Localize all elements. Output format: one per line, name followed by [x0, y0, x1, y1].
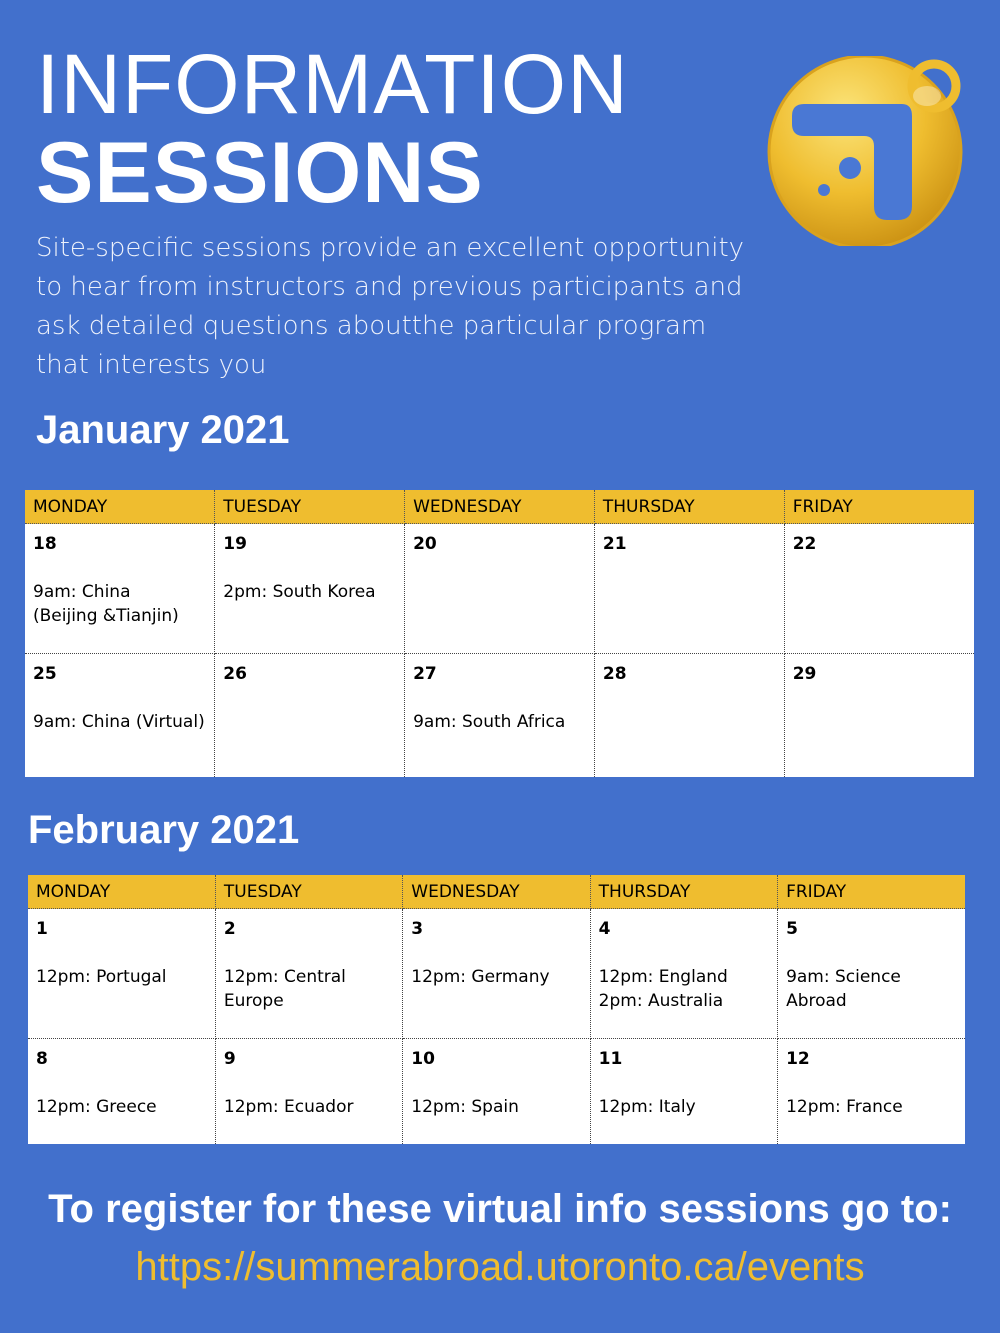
feb-header-monday: MONDAY [28, 875, 215, 909]
event-text: 12pm: Central Europe [223, 967, 346, 1011]
calendar-cell [403, 1039, 590, 1144]
event-text: 12pm: Greece [36, 1097, 157, 1117]
event-text: 12pm: France [786, 1097, 903, 1117]
february-title: February 2021 [28, 808, 300, 852]
day-number: 25 [33, 664, 57, 684]
calendar-cell [215, 909, 402, 1039]
january-calendar [25, 490, 974, 777]
calendar-cell [28, 909, 215, 1039]
jan-header-friday: FRIDAY [784, 490, 974, 524]
calendar-cell [28, 1039, 215, 1144]
calendar-cell [778, 1039, 965, 1144]
february-calendar [28, 875, 965, 1144]
calendar-cell [25, 524, 215, 654]
calendar-cell [590, 1039, 777, 1144]
day-number: 18 [33, 534, 57, 554]
event-text: 12pm: Ecuador [223, 1097, 354, 1117]
event-text: 9am: China (Beijing &Tianjin) [33, 582, 179, 626]
day-number: 5 [786, 919, 798, 939]
jan-header-wednesday: WEDNESDAY [405, 490, 595, 524]
intro-text: Site-specific sessions provide an excellent opportunity to hear from instructors and previous participants and ask detailed questions aboutthe particular program that interests you [36, 233, 745, 380]
globe-corner-logo-icon [762, 56, 972, 246]
day-number: 4 [598, 919, 611, 939]
day-number: 20 [413, 534, 437, 554]
feb-header-friday: FRIDAY [778, 875, 965, 909]
title-line-1: INFORMATION [36, 37, 629, 131]
event-text: 12pm: Portugal [36, 967, 167, 987]
calendar-cell [405, 654, 595, 777]
calendar-cell [594, 654, 784, 777]
calendar-cell [784, 654, 974, 777]
day-number: 12 [786, 1049, 810, 1069]
register-text: To register for these virtual info sessions go to: [48, 1187, 952, 1231]
calendar-cell [594, 524, 784, 654]
feb-header-wednesday: WEDNESDAY [403, 875, 590, 909]
event-text: 9am: South Africa [413, 712, 566, 732]
day-number: 9 [223, 1049, 236, 1069]
feb-week-1 [28, 909, 965, 1039]
day-number: 10 [411, 1049, 435, 1069]
event-text: 12pm: Germany [411, 967, 550, 987]
day-number: 21 [602, 534, 627, 554]
day-number: 28 [602, 664, 627, 684]
event-text: 9am: China (Virtual) [33, 712, 205, 732]
register-link[interactable]: https://summerabroad.utoronto.ca/events [135, 1245, 865, 1289]
day-number: 19 [223, 534, 247, 554]
title-line-2: SESSIONS [36, 125, 484, 221]
feb-week-2 [28, 1039, 965, 1144]
day-number: 3 [411, 919, 424, 939]
event-text: 9am: Science Abroad [786, 967, 901, 1011]
calendar-cell [784, 524, 974, 654]
feb-header-thursday: THURSDAY [590, 875, 777, 909]
event-text: 12pm: Spain [411, 1097, 519, 1117]
calendar-cell [405, 524, 595, 654]
day-number: 26 [223, 664, 247, 684]
jan-week-1 [25, 524, 974, 654]
jan-header-thursday: THURSDAY [594, 490, 784, 524]
day-number: 22 [792, 534, 817, 554]
jan-week-2 [25, 654, 974, 777]
jan-header-tuesday: TUESDAY [215, 490, 405, 524]
event-text: 12pm: England 2pm: Australia [598, 967, 728, 1011]
calendar-cell [215, 524, 405, 654]
event-text: 12pm: Italy [598, 1097, 696, 1117]
january-title: January 2021 [36, 408, 290, 452]
day-number: 11 [598, 1049, 623, 1069]
calendar-cell [215, 654, 405, 777]
day-number: 8 [36, 1049, 48, 1069]
calendar-cell [215, 1039, 402, 1144]
calendar-cell [25, 654, 215, 777]
feb-header-tuesday: TUESDAY [215, 875, 402, 909]
calendar-cell [778, 909, 965, 1039]
day-number: 1 [36, 919, 48, 939]
event-text: 2pm: South Korea [223, 582, 376, 602]
jan-header-monday: MONDAY [25, 490, 215, 524]
day-number: 27 [413, 664, 437, 684]
calendar-cell [403, 909, 590, 1039]
day-number: 2 [223, 919, 236, 939]
day-number: 29 [792, 664, 817, 684]
calendar-cell [590, 909, 777, 1039]
